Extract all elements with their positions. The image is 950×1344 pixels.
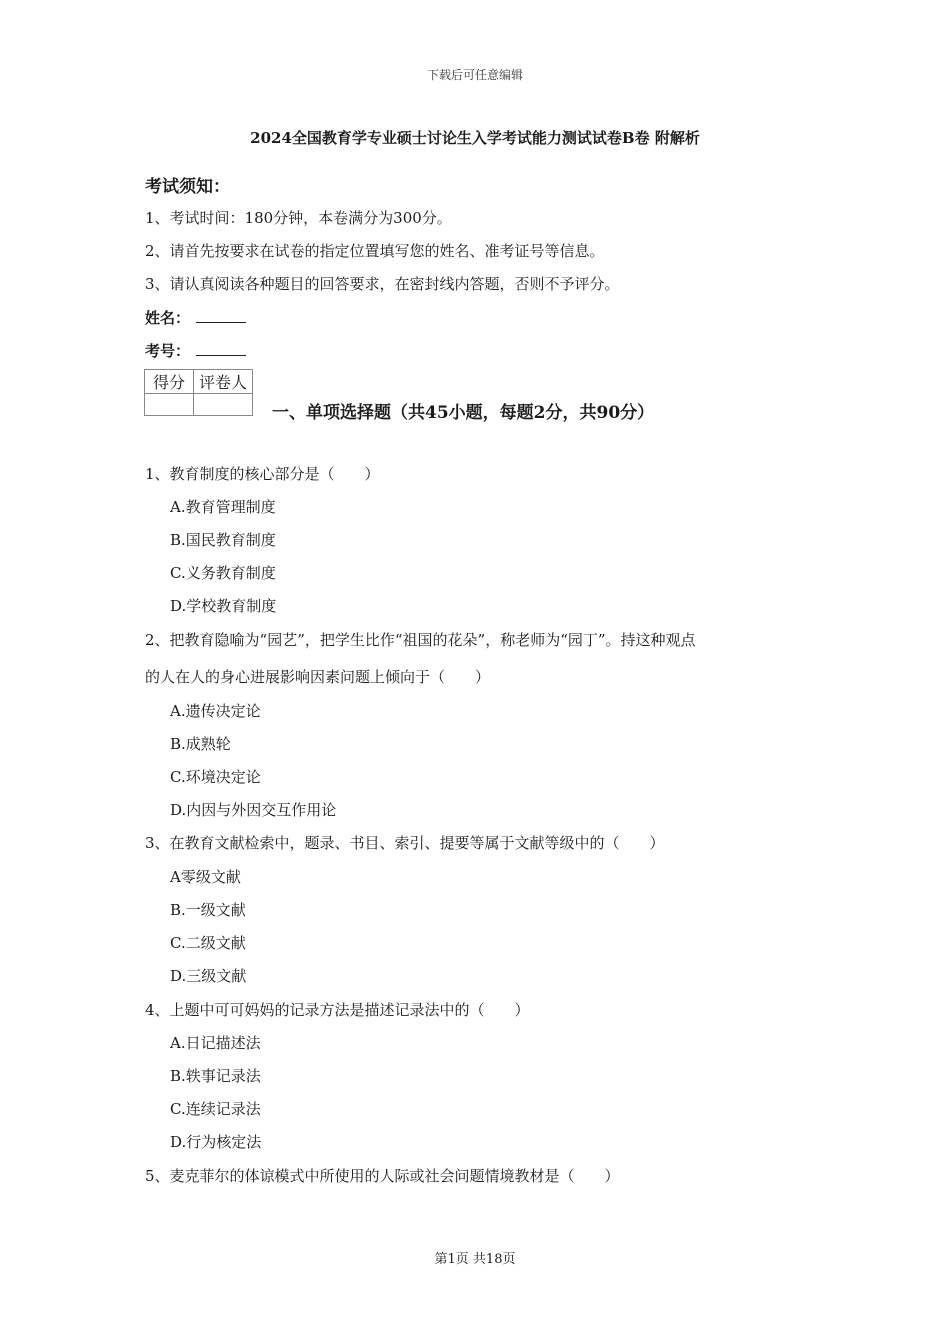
answer-option: B.轶事记录法 — [170, 1067, 261, 1085]
question-text: 4、上题中可可妈妈的记录方法是描述记录法中的（ ） — [145, 1001, 530, 1019]
notice-item: 1、考试时间：180分钟，本卷满分为300分。 — [145, 209, 452, 227]
notice-heading: 考试须知： — [145, 177, 230, 197]
answer-option: D.三级文献 — [170, 967, 247, 985]
answer-option: A.遗传决定论 — [170, 702, 261, 720]
grader-cell — [194, 394, 253, 416]
question-text: 的人在人的身心进展影响因素问题上倾向于（ ） — [145, 668, 491, 686]
exam-number-field — [145, 340, 246, 361]
question-text: 1、教育制度的核心部分是（ ） — [145, 465, 380, 483]
answer-option: A.教育管理制度 — [170, 498, 276, 516]
answer-option: C.连续记录法 — [170, 1100, 261, 1118]
question-text: 5、麦克菲尔的体谅模式中所使用的人际或社会问题情境教材是（ ） — [145, 1167, 620, 1185]
score-cell — [145, 394, 194, 416]
answer-option: C.义务教育制度 — [170, 564, 276, 582]
exam-number-label: 考号： — [145, 342, 191, 360]
answer-option: A.日记描述法 — [170, 1034, 261, 1052]
section-heading: 一、单项选择题（共45小题，每题2分，共90分） — [272, 403, 655, 423]
answer-option: D.行为核定法 — [170, 1133, 262, 1151]
answer-option: D.内因与外因交互作用论 — [170, 801, 337, 819]
question-text: 2、把教育隐喻为“园艺”，把学生比作“祖国的花朵”，称老师为“园丁”。持这种观点 — [145, 631, 696, 649]
score-header: 得分 — [145, 370, 194, 394]
grader-header: 评卷人 — [194, 370, 253, 394]
exam-number-blank — [196, 341, 246, 356]
name-field — [145, 307, 246, 328]
answer-option: B.成熟轮 — [170, 735, 231, 753]
answer-option: B.国民教育制度 — [170, 531, 276, 549]
answer-option: B.一级文献 — [170, 901, 246, 919]
answer-option: C.环境决定论 — [170, 768, 261, 786]
header-note: 下载后可任意编辑 — [426, 68, 523, 82]
name-blank — [196, 308, 246, 323]
score-table — [144, 369, 253, 416]
name-label: 姓名： — [145, 309, 191, 327]
page-footer: 第1页 共18页 — [434, 1252, 516, 1267]
notice-item: 2、请首先按要求在试卷的指定位置填写您的姓名、准考证号等信息。 — [145, 242, 605, 260]
notice-item: 3、请认真阅读各种题目的回答要求，在密封线内答题，否则不予评分。 — [145, 275, 620, 293]
answer-option: A零级文献 — [170, 868, 241, 886]
answer-option: D.学校教育制度 — [170, 597, 277, 615]
answer-option: C.二级文献 — [170, 934, 246, 952]
question-text: 3、在教育文献检索中，题录、书目、索引、提要等属于文献等级中的（ ） — [145, 834, 665, 852]
document-title: 2024全国教育学专业硕士讨论生入学考试能力测试试卷B卷 附解析 — [250, 129, 700, 147]
